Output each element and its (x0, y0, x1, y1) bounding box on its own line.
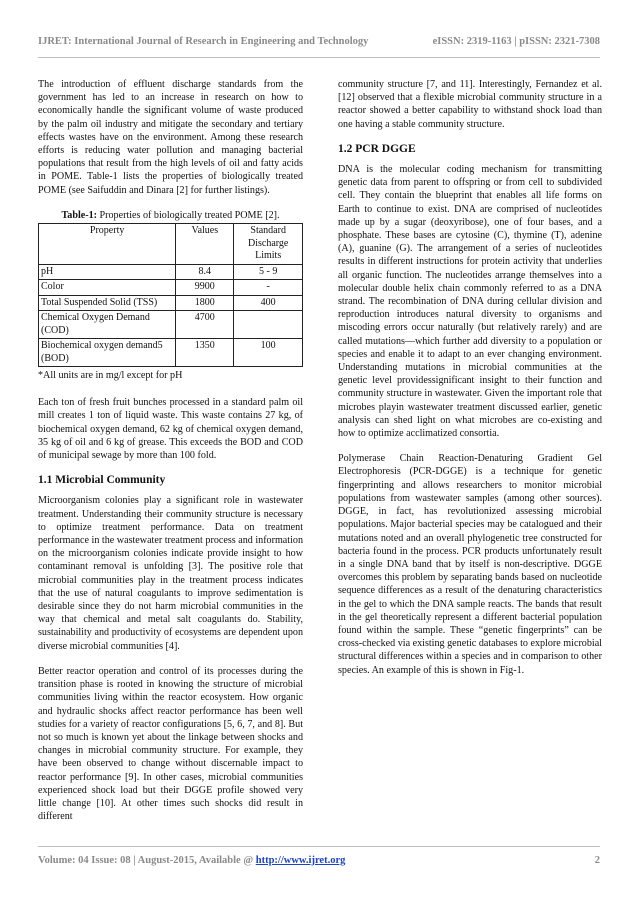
microbial-paragraph-2: Better reactor operation and control of its processes during the transition phase is rooted in knowing the structure of microbial communities living within the reactor ecosystem. How organic and hydraulic shocks affect reactor performance has been well studies for a variety of reactor configurations [5, 6, 7, and 8]. But not so much is known yet about the linkage between shocks and changes in microbial community structure. For example, they have been observed to change without discernable impact to reactor performance [9]. In other cases, microbial communities experienced shock load but their DGGE profile showed very little change [10]. At other times such shocks did result in different (38, 665, 303, 823)
page-header (38, 36, 600, 58)
footer-issue-info (38, 855, 345, 866)
intro-paragraph: The introduction of effluent discharge standards from the government has led to an increase in research on how to economically handle the significant volume of waste produced by the palm oil industry and mitigate the secondary and tertiary effects wastes have on the environment. Among these research efforts is reducing water pollution and managing bacterial populations that result from the high levels of oil and fatty acids in POME. Table-1 lists the properties of biologically treated POME (see Saifuddin and Dinara [2] for further listings). (38, 79, 303, 196)
table-cell: Color (39, 280, 176, 296)
table-cell: 1350 (176, 339, 234, 367)
table-cell: pH (39, 264, 176, 280)
page-number: 2 (594, 855, 600, 866)
section-heading-1-2: 1.2 PCR DGGE (338, 142, 416, 155)
waste-paragraph: Each ton of fresh fruit bunches processed in a standard palm oil mill creates 1 ton of liquid waste. This waste contains 27 kg, of biochemical oxygen demand, 62 kg of chemical oxygen demand, 35 kg of oil and 6 kg of grease. This exceeds the BOD and COD of municipal sewage by more than 100 fold. (38, 397, 303, 462)
table-cell: 1800 (176, 295, 234, 311)
table-caption-label: Table-1: (61, 209, 98, 221)
table-cell: Total Suspended Solid (TSS) (39, 295, 176, 311)
table-note: *All units are in mg/l except for pH (38, 370, 183, 382)
pcr-dgge-paragraph: Polymerase Chain Reaction-Denaturing Gradient Gel Electrophoresis (PCR-DGGE) is a technique for genetic fingerprinting and allows researchers to monitor microbial populations from wastewater samples (among other sources). DGGE, in fact, has revolutionized assessing microbial populations. Major bacterial species may be catalogued and their mutations noted and an overall phylogenetic tree constructed for bacteria found in the process. PCR products unfortunately result in a single DNA band that by itself is non-descriptive. DGGE overcomes this problem by separating bands based on nucleotide sequence differences as a result of the denaturing characteristics in the gel to which the DNA sample reacts. The bands that result in the gel theoretically represent a different bacterial population found within the sample. These “genetic fingerprints” can be cross-checked via existing genetic databases to explore microbial structural differences within a species and in comparison to other species. An example of this is shown in Fig-1. (338, 453, 602, 676)
table-caption-text: Properties of biologically treated POME [2]. (97, 209, 280, 221)
table-row (39, 311, 303, 339)
table-cell: - (234, 280, 303, 296)
left-column (38, 78, 303, 835)
section-heading-1-1: 1.1 Microbial Community (38, 474, 166, 487)
table-header-cell: Property (39, 224, 176, 265)
table-cell (234, 311, 303, 339)
table-cell: 400 (234, 295, 303, 311)
table-cell: 4700 (176, 311, 234, 339)
journal-title: IJRET: International Journal of Research in Engineering and Technology (38, 36, 369, 47)
table-cell: 9900 (176, 280, 234, 296)
table-header-row (39, 224, 303, 265)
table-caption (38, 209, 303, 222)
table-header-cell: Standard Discharge Limits (234, 224, 303, 265)
table-row (39, 280, 303, 296)
journal-link[interactable]: http://www.ijret.org (255, 855, 346, 866)
table-cell: 5 - 9 (234, 264, 303, 280)
table-cell: Biochemical oxygen demand5 (BOD) (39, 339, 176, 367)
table-cell: Chemical Oxygen Demand (COD) (39, 311, 176, 339)
pome-properties-table (38, 223, 303, 367)
page-footer (38, 846, 600, 866)
issn-info: eISSN: 2319-1163 | pISSN: 2321-7308 (432, 36, 600, 47)
table-row (39, 295, 303, 311)
community-paragraph: community structure [7, and 11]. Interestingly, Fernandez et al. [12] observed that a flexible microbial community structure in a reactor showed a better capability to withstand shock load than one having a stable community structure. (338, 79, 602, 130)
footer-issue-text: Volume: 04 Issue: 08 | August-2015, Available @ (38, 855, 256, 866)
table-cell: 100 (234, 339, 303, 367)
right-column (338, 78, 602, 689)
table-header-cell: Values (176, 224, 234, 265)
table-row (39, 264, 303, 280)
microbial-paragraph-1: Microorganism colonies play a significant role in wastewater treatment. Understanding their community structure is necessary to optimize treatment performance. Data on treatment performance in the wastewater treatment process and information on the microorganism colonies indicate provide insight to how contaminant removal is unfolding [3]. The positive role that microbial communities play in the treatment process indicates that the use of natural coagulants to improve sedimentation is desirable since they do not harm microbial communities in the way that chemical and metal salt coagulants do. Stability, sustainability and productivity of ecosystems are dependent upon diverse microbial communities [4]. (38, 495, 303, 652)
table-cell: 8.4 (176, 264, 234, 280)
table-row (39, 339, 303, 367)
dna-paragraph: DNA is the molecular coding mechanism for transmitting genetic data from parent to offspring or from cell to subdivided cell. They contain the blueprint that enables all life forms on Earth to continue to exist. DNA are comprised of nucleotides made up by a sugar (deoxyribose), one of four bases, and a phosphate. These bases are cytosine (C), thymine (T), adenine (A), guanine (G). The arrangement of a series of nucleotides results in different instructions for protein activity that underlies all organic function. The nucleotides arrange themselves into a molecular double helix chain commonly referred to as a DNA strand. The recombination of DNA during cellular division and reproduction introduces natural diversity to organisms and miscoding errors occur naturally (but relatively rarely) and are called mutations—which further add diversity to a population or species and enable it to adapt to an ever changing environment. Understanding mutations in microbial communities at the genetic level providessignificant insight to their function and community structure in wastewater. Given the important role that microbes playin wastewater treatment discussed earlier, genetic analysis can shed light on what microbes are co-existing and how to optimize acclimatized consortia. (338, 164, 602, 440)
